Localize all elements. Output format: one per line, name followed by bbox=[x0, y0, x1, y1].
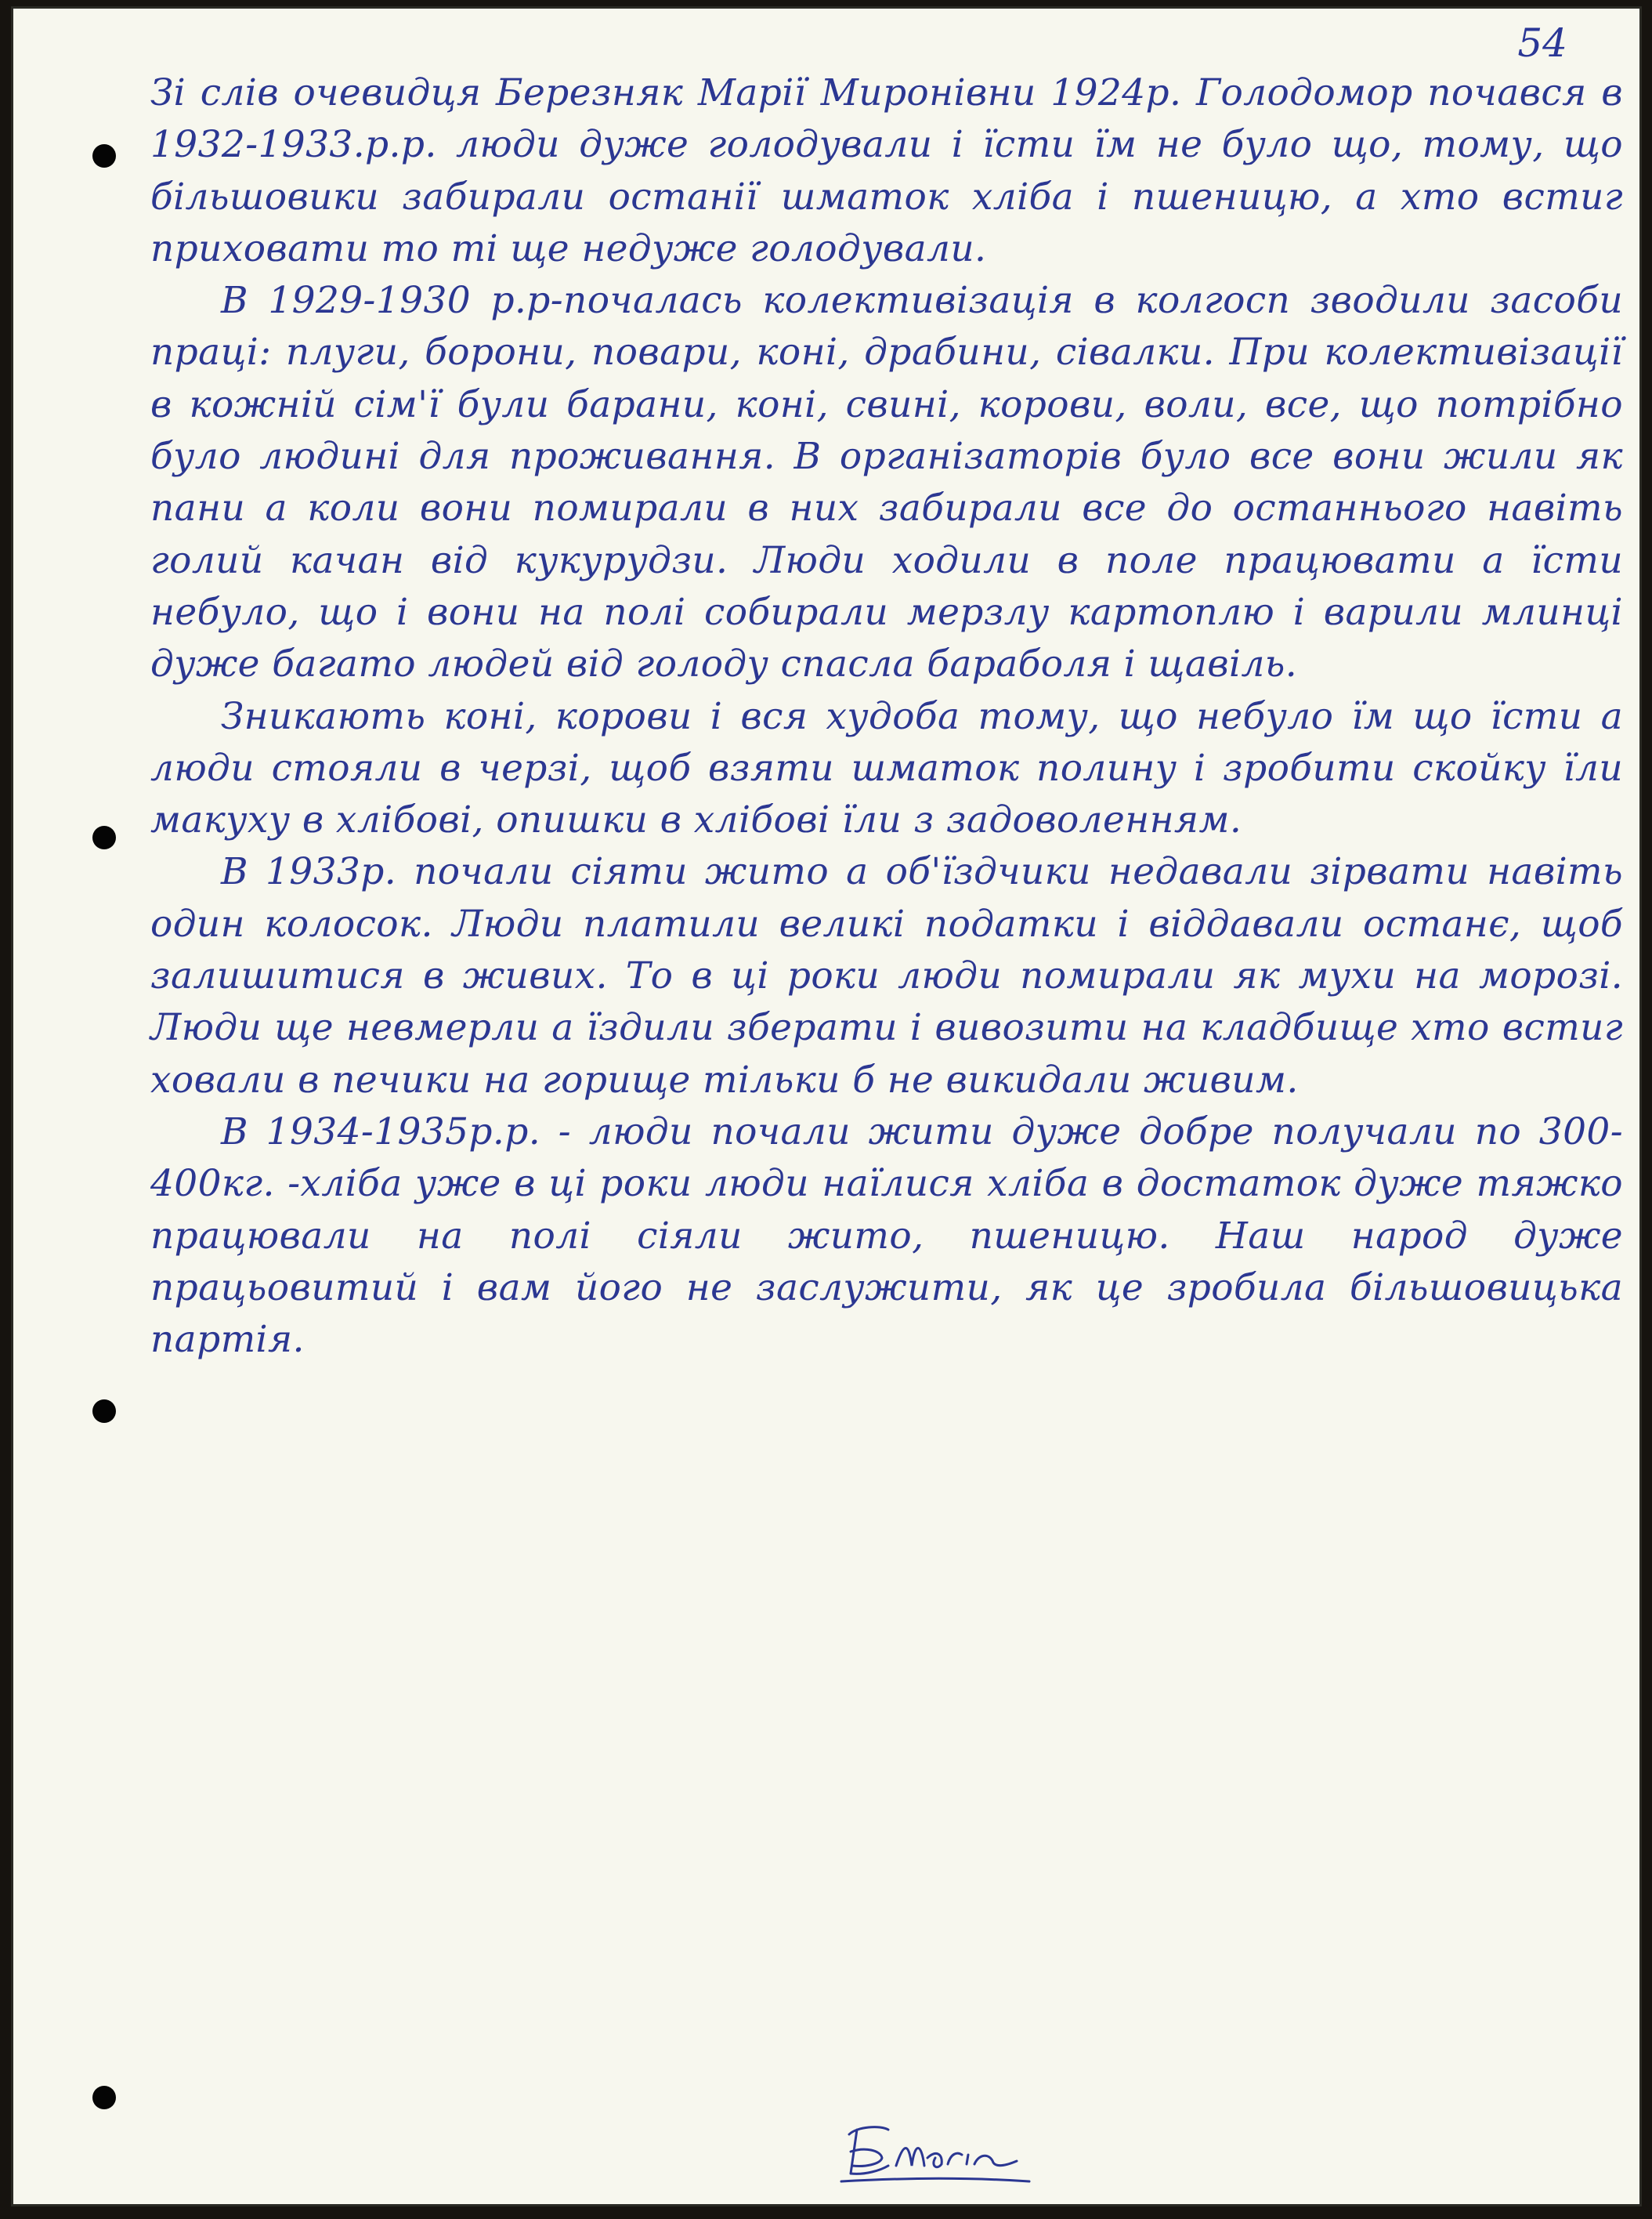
punch-hole bbox=[92, 826, 116, 849]
paragraph: Зі слів очевидця Березняк Марії Миронівни 1924р. Голодомор почався в 1932-1933.р.р. люди дуже голодували і їсти їм не було що, тому, що більшовики забирали останії шматок хліба і пшеницю, а хто встиг приховати то ті ще недуже голодували. bbox=[150, 71, 1623, 270]
paragraph: Зникають коні, корови і вся худоба тому, що небуло їм що їсти а люди стояли в черзі, щоб взяти шматок полину і зробити скойку їли макуху в хлібові, опишки в хлібові їли з задоволенням. bbox=[150, 694, 1623, 842]
handwritten-text bbox=[150, 67, 1623, 1366]
punch-hole bbox=[92, 2086, 116, 2109]
signature bbox=[833, 2119, 1037, 2189]
paragraph: В 1934-1935р.р. - люди почали жити дуже добре получали по 300-400кг. -хліба уже в ці роки люди наїлися хліба в достаток дуже тяжко працювали на полі сіяли жито, пшеницю. Наш народ дуже працьовитий і вам його не заслужити, як це зробила більшовицька партія. bbox=[150, 1110, 1623, 1362]
punch-hole bbox=[92, 1399, 116, 1423]
paragraph: В 1929-1930 р.р-почалась колективізація в колгосп зводили засоби праці: плуги, борони, повари, коні, драбини, сівалки. При колективізації в кожній сім'ї були барани, коні, свині, корови, воли, все, що потрібно було людині для проживання. В організаторів було все вони жили як пани а коли вони помирали в них забирали все до останнього навіть голий качан від кукурудзи. Люди ходили в поле працювати а їсти небуло, що і вони на полі собирали мерзлу картоплю і варили млинці дуже багато людей від голоду спасла бараболя і щавіль. bbox=[150, 279, 1623, 686]
document-page bbox=[11, 6, 1642, 2206]
punch-hole bbox=[92, 144, 116, 168]
paragraph: В 1933р. почали сіяти жито а об'їздчики недавали зірвати навіть один колосок. Люди платили великі податки і віддавали останє, щоб залишитися в живих. То в ці роки люди помирали як мухи на морозі. Люди ще невмерли а їздили зберати і вивозити на кладбище хто встиг ховали в печики на горище тільки б не викидали живим. bbox=[150, 850, 1623, 1102]
page-number: 54 bbox=[1517, 20, 1567, 66]
